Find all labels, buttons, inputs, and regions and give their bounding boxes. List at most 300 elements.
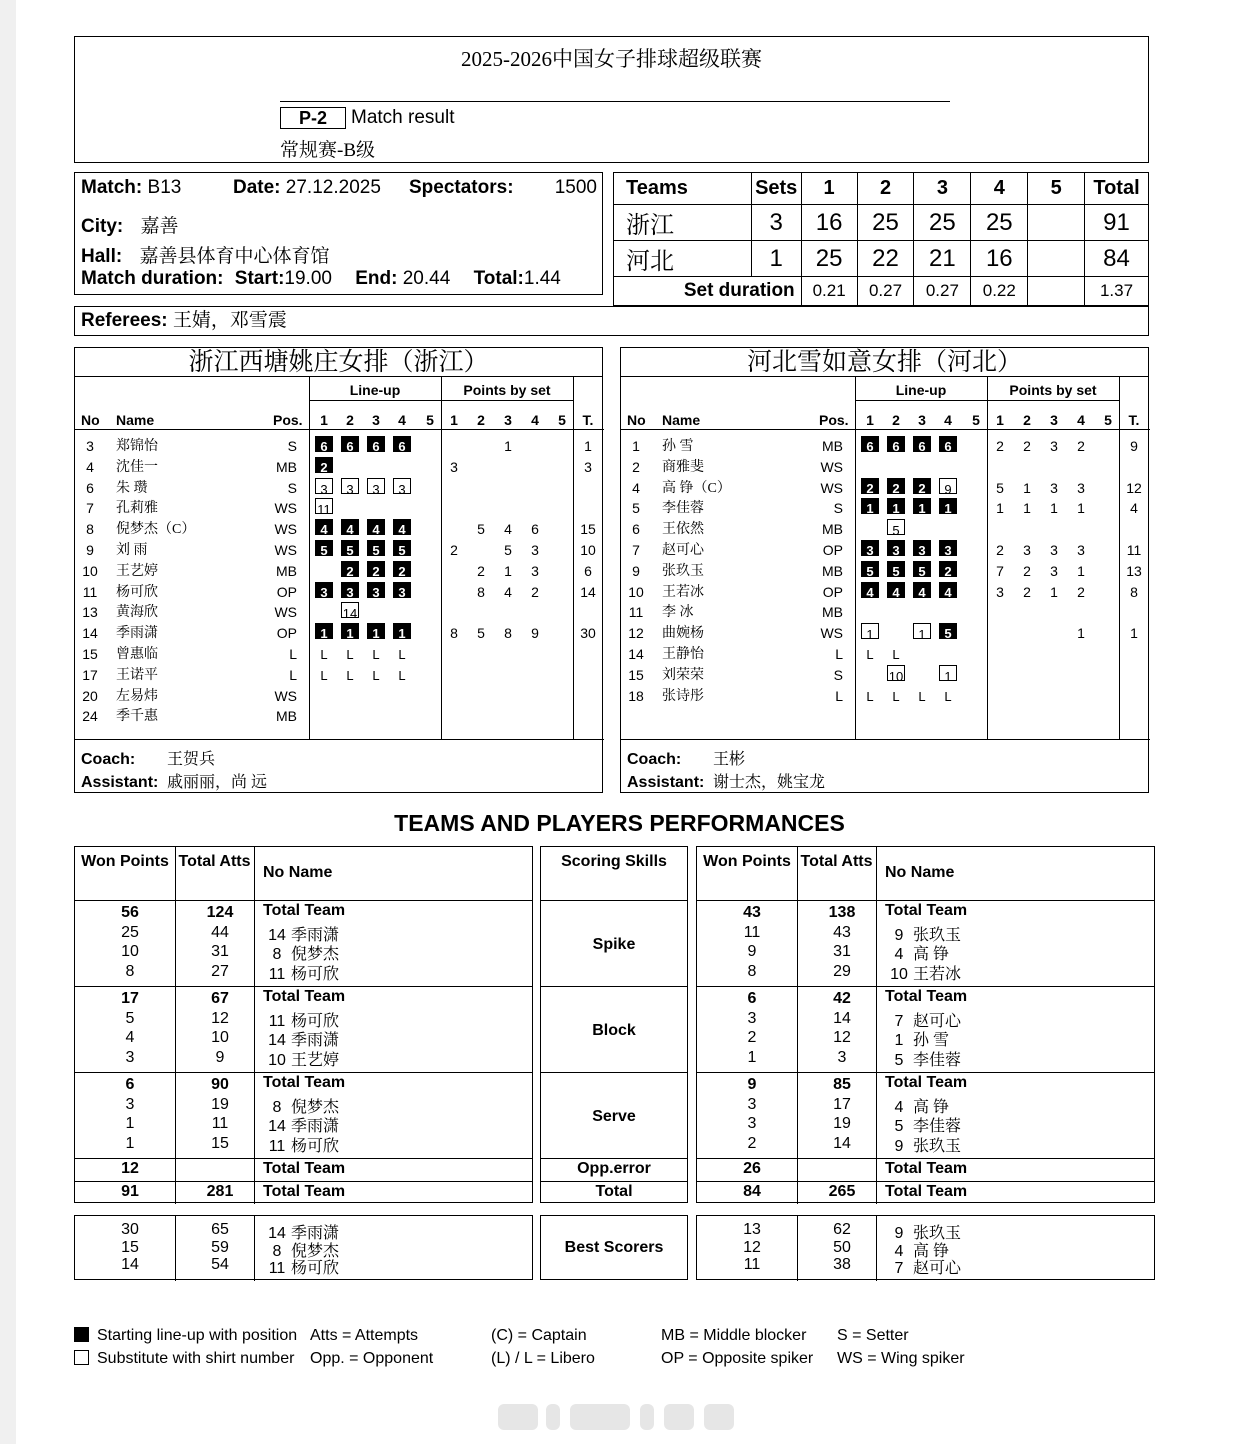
set-score [1028,205,1085,241]
won-points: 11 [743,923,761,941]
shirt-number: 4 [894,1242,904,1260]
grid-line [541,1072,687,1073]
player-row [621,602,1150,623]
spectators-row [409,177,514,199]
player-total: 12 [1126,479,1142,496]
player-position: S [287,479,297,496]
spectators-value: 1500 [554,177,597,198]
substitute-number: 3 [393,478,411,494]
player-total: 15 [580,521,596,538]
points-set-header: 4 [1077,412,1085,428]
hall-value: 嘉善县体育中心体育馆 [139,246,330,267]
legend-item [310,1350,433,1368]
substitute-number: 3 [341,478,359,494]
set-score: 16 [971,241,1028,277]
points-header: Points by set [463,382,551,398]
starting-position: 2 [315,457,333,473]
player-number: 4 [632,479,640,496]
legend-item [837,1327,909,1345]
won-points: 11 [743,1256,761,1273]
player-position: MB [276,708,297,725]
no-name-header: No Name [263,864,333,881]
starting-position: 3 [367,582,385,598]
libero-mark: L [372,667,380,683]
total-attempts: 265 [828,1183,856,1200]
set-points: 3 [531,542,539,558]
match-label: Match: [81,177,143,198]
starting-position: 1 [913,498,931,514]
performer-name [263,1074,345,1092]
total-team-label: Total Team [263,902,346,919]
player-number: 13 [82,604,98,621]
points-set-header: 5 [558,412,566,428]
total-attempts: 9 [215,1048,225,1066]
player-row [621,665,1150,686]
legend-item [74,1327,297,1345]
total-attempts: 14 [833,1134,851,1152]
total-team-label: Total Team [263,1160,346,1177]
player-position: WS [274,521,297,538]
player-position: S [833,500,843,517]
title-divider [280,101,950,102]
score-header: 3 [914,173,971,205]
set-points: 3 [1050,542,1058,558]
shirt-number: 8 [272,1242,282,1260]
player-number: 7 [86,500,94,517]
set-points: 2 [996,542,1004,558]
points-set-header: 3 [1050,412,1058,428]
set-points: 6 [531,521,539,538]
lineup-set-header: 4 [398,412,406,428]
total-attempts: 44 [211,923,229,941]
total-team-label: Total Team [885,1183,968,1200]
away-best-scorers [696,1215,1155,1280]
player-position: WS [820,458,843,475]
won-points: 2 [747,1029,757,1047]
won-points: 9 [747,1076,757,1093]
team-full-name: 浙江西塘姚庄女排（浙江） [75,348,602,377]
set-points: 1 [1077,625,1085,642]
set-points: 2 [996,438,1004,454]
shirt-number: 11 [268,1260,286,1277]
referees-label: Referees: [81,310,168,331]
shirt-number: 14 [268,1118,286,1136]
player-position: WS [274,500,297,517]
points-set-header: 2 [1023,412,1031,428]
city-label: City: [81,216,124,237]
set-score: 25 [801,241,857,277]
won-points: 3 [747,1009,757,1027]
grid-line [75,986,532,987]
starting-position: 6 [887,436,905,452]
player-name: 高 铮 [913,1242,950,1260]
player-position: MB [822,562,843,579]
player-position: OP [822,583,843,600]
won-points: 56 [121,904,139,921]
player-number: 15 [82,646,98,662]
won-points: 13 [743,1221,761,1238]
starting-position: 6 [939,436,957,452]
player-name: 张玖玉 [913,1225,962,1242]
player-name: 季雨潇 [116,626,158,642]
player-name: 孙 雪 [913,1032,950,1050]
player-row [75,582,604,603]
won-points: 12 [743,1238,761,1256]
away-roster [620,347,1149,793]
shirt-number: 7 [894,1012,904,1030]
won-points: 25 [121,923,139,941]
shirt-number: 14 [268,926,286,944]
coach-label: Coach: [81,751,136,768]
set-points: 8 [477,583,485,600]
starting-position: 6 [315,436,333,452]
player-name: 王若冰 [913,965,962,983]
player-number: 2 [632,458,640,475]
grid-line [75,739,604,740]
referees [74,306,1149,336]
total-attempts: 38 [833,1256,851,1273]
substitute-number: 3 [367,478,385,494]
sets-won: 3 [751,205,801,241]
total-points: 84 [743,1183,761,1200]
grid-line [855,400,1119,401]
player-name: 王艺婷 [291,1051,340,1069]
player-row [75,478,604,499]
set-points: 1 [1050,583,1058,600]
player-row [75,498,604,519]
starting-position: 3 [393,582,411,598]
total-label: Total [595,1183,633,1200]
starting-position: 4 [367,519,385,535]
player-position: S [287,438,297,454]
player-number: 11 [628,604,644,621]
player-position: WS [274,542,297,558]
legend-item [661,1350,813,1368]
set-points: 2 [1077,438,1085,454]
grid-line [75,1181,532,1182]
libero-mark: L [918,688,926,704]
grid-line [75,1158,532,1159]
set-points: 5 [996,479,1004,496]
won-points: 6 [125,1076,135,1093]
lineup-header: Line-up [349,382,401,398]
player-name: 黄海欣 [116,605,158,621]
starting-position: 6 [367,436,385,452]
team-full-name: 河北雪如意女排（河北） [621,348,1148,377]
total-attempts: 17 [833,1095,851,1113]
player-position: L [835,646,843,662]
starting-position: 2 [367,561,385,577]
player-number: 14 [628,646,644,662]
total-attempts: 19 [211,1095,229,1113]
set-duration: 0.21 [801,277,857,306]
legend-text: WS = Wing spiker [837,1350,965,1367]
won-points: 15 [121,1238,139,1256]
player-name: 高 铮（C） [662,480,731,496]
player-name: 杨可欣 [291,1012,340,1030]
coach-name: 王彬 [713,751,746,768]
set-points: 2 [450,542,458,558]
total-attempts: 43 [833,923,851,941]
set-points: 1 [1050,500,1058,517]
shirt-number: 5 [894,1051,904,1069]
total-atts-header: Total Atts [800,853,873,870]
set-duration-total: 1.37 [1085,277,1149,306]
total-attempts: 29 [833,962,851,980]
hall-row [81,241,329,268]
match-date: 27.12.2025 [285,177,381,198]
player-number: 8 [86,521,94,538]
player-row [621,478,1150,499]
set-duration: 0.22 [971,277,1028,306]
player-name: 倪梦杰 [291,1098,340,1116]
grid-line [75,1072,532,1073]
set-points: 1 [1023,479,1031,496]
player-total: 6 [584,562,592,579]
substitute-number: 3 [315,478,333,494]
substitute-number: 14 [341,602,359,618]
total-attempts: 90 [211,1076,229,1093]
set-points: 1 [1077,562,1085,579]
performer-name [885,988,967,1006]
shirt-number: 10 [890,965,908,983]
scoring-skills-header: Scoring Skills [561,853,667,870]
score-row-home [614,205,1149,241]
set-points: 2 [1077,583,1085,600]
libero-mark: L [944,688,952,704]
score-row-away [614,241,1149,277]
player-row [75,436,604,457]
substitute-number: 9 [939,478,957,494]
won-points: 17 [121,990,139,1007]
starting-position: 5 [341,540,359,556]
set-score: 25 [914,205,971,241]
player-name: 刘荣荣 [662,667,704,683]
total-attempts: 281 [206,1183,234,1200]
skill-block-label: Block [592,1022,636,1039]
assistant-names: 戚丽丽，尚 远 [167,774,268,791]
end-label: End: [355,268,398,289]
shirt-number: 14 [268,1225,286,1242]
performer-name [263,961,339,984]
player-row [75,706,604,727]
player-number: 7 [632,542,640,558]
player-position: MB [822,604,843,621]
won-points: 4 [125,1029,135,1047]
spectators-label: Spectators: [409,177,514,198]
won-points-header: Won Points [703,853,791,870]
won-points: 2 [747,1134,757,1152]
lineup-set-header: 3 [372,412,380,428]
legend-item [837,1350,965,1368]
match-phase: 常规赛-B级 [280,140,376,161]
total-team-label: Total Team [885,1160,968,1177]
player-position: MB [276,562,297,579]
score-header-row [614,173,1149,205]
set-duration: 0.27 [914,277,971,306]
legend-text: (L) / L = Libero [491,1350,595,1367]
player-row [621,519,1150,540]
starting-position: 2 [887,478,905,494]
performer-name [885,1047,961,1070]
league-title: 2025-2026中国女子排球超级联赛 [461,47,762,71]
legend-text: S = Setter [837,1327,909,1344]
starting-position: 3 [861,540,879,556]
no-header: No [81,412,100,428]
set-score: 21 [914,241,971,277]
starting-position: 4 [861,582,879,598]
player-name: 倪梦杰（C） [116,522,196,538]
player-position: WS [274,687,297,704]
player-total: 14 [580,583,596,600]
player-number: 12 [628,625,644,642]
set-score [1028,241,1085,277]
starting-position: 1 [887,498,905,514]
performer-name [885,1255,961,1278]
total-attempts: 11 [211,1115,229,1133]
grid-line [75,429,604,430]
player-position: WS [274,604,297,621]
set-points: 3 [1050,562,1058,579]
total-attempts: 54 [211,1256,229,1273]
player-name: 张玖玉 [913,1137,962,1155]
player-name: 杨可欣 [291,1137,340,1155]
set-points: 1 [1077,500,1085,517]
won-points: 1 [125,1134,135,1152]
set-points: 3 [450,458,458,475]
report-header [74,36,1149,163]
libero-mark: L [398,667,406,683]
performer-name [263,988,345,1006]
starting-position: 5 [913,561,931,577]
set-points: 1 [504,438,512,454]
pos-header: Pos. [273,412,303,428]
starting-position: 4 [315,519,333,535]
substitute-number: 11 [315,498,333,514]
team-name: 浙江 [614,205,752,241]
set-points: 1 [1023,500,1031,517]
date-row [233,177,381,199]
total-attempts: 15 [211,1134,229,1152]
city-value: 嘉善 [140,216,179,237]
total-attempts: 3 [837,1048,847,1066]
total-atts-header: Total Atts [178,853,251,870]
won-points-header: Won Points [81,853,169,870]
player-position: L [289,646,297,662]
player-position: WS [820,625,843,642]
performer-name [885,1074,967,1092]
player-position: MB [822,438,843,454]
total-attempts: 14 [833,1009,851,1027]
player-name: 杨可欣 [116,584,158,600]
player-number: 1 [632,438,640,454]
duration-label: Match duration: [81,268,224,289]
points-set-header: 2 [477,412,485,428]
total-team-label: Total Team [885,902,968,919]
skill-spike-label: Spike [592,936,636,953]
set-score: 25 [857,205,914,241]
player-name: 季千惠 [116,709,158,725]
starting-position: 4 [393,519,411,535]
player-position: L [835,687,843,704]
starting-position: 4 [939,582,957,598]
performer-name [263,1255,339,1278]
player-name: 孔莉雅 [116,501,158,517]
match-row [81,177,181,199]
player-name: 高 铮 [913,946,950,964]
player-name: 左易炜 [116,688,158,704]
player-name: 倪梦杰 [291,1242,340,1260]
libero-mark: L [320,647,328,662]
lineup-header: Line-up [895,382,947,398]
starting-position: 3 [939,540,957,556]
player-row [621,436,1150,457]
starting-position: 6 [913,436,931,452]
report-name: Match result [351,107,455,128]
skill-serve-label: Serve [592,1108,636,1125]
hall-label: Hall: [81,246,123,267]
player-number: 15 [628,666,644,683]
libero-mark: L [866,647,874,662]
set-duration [1028,277,1085,306]
starting-position: 4 [887,582,905,598]
set-score: 16 [801,205,857,241]
points-set-header: 1 [450,412,458,428]
set-points: 2 [1023,583,1031,600]
assistant-names: 谢士杰，姚宝龙 [713,774,826,791]
shirt-number: 7 [894,1260,904,1277]
starting-position: 6 [393,436,411,452]
player-position: WS [820,479,843,496]
player-row [621,644,1150,665]
total-attempts: 65 [211,1221,229,1238]
total-points: 91 [1085,205,1149,241]
coach-row [627,746,745,769]
set-points: 3 [1077,542,1085,558]
starting-position: 2 [913,478,931,494]
player-name: 王依然 [662,522,704,538]
player-name: 刘 雨 [116,543,148,558]
won-points: 3 [747,1095,757,1113]
grid-line [697,900,1154,901]
shirt-number: 11 [268,1012,286,1030]
referees-names: 王婧，邓雪震 [172,310,287,331]
legend-text: (C) = Captain [491,1327,587,1344]
won-points: 1 [747,1048,757,1066]
player-row [621,540,1150,561]
set-score: 22 [857,241,914,277]
opp-error-label: Opp.error [577,1160,651,1177]
player-name: 商雅斐 [662,459,704,475]
legend-item [74,1350,294,1368]
total-attempts: 12 [833,1029,851,1047]
libero-mark: L [346,667,354,683]
player-name: 张诗彤 [662,688,704,704]
player-name: 孙 雪 [662,439,694,454]
player-name: 李 冰 [662,605,694,621]
won-points: 1 [125,1115,135,1133]
player-number: 6 [86,479,94,496]
legend-item [661,1327,806,1345]
starting-position: 1 [367,623,385,639]
total-team-label: Total Team [885,988,968,1005]
no-header: No [627,412,646,428]
won-points: 43 [743,904,761,921]
shirt-number: 5 [894,1118,904,1136]
watermark [498,1400,738,1434]
start-label: Start: [234,268,285,289]
duration-row [81,268,561,290]
